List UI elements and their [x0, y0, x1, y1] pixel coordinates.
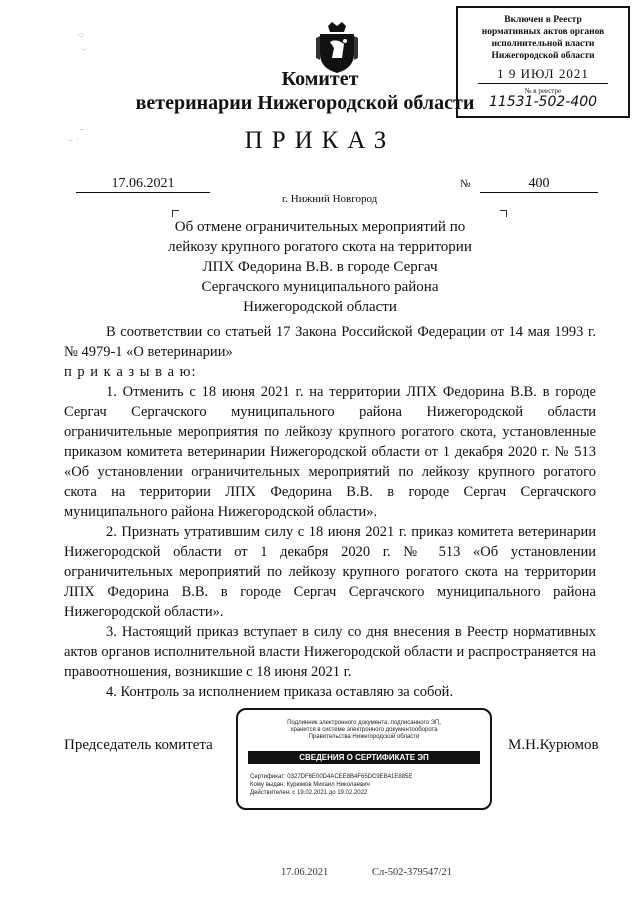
- coat-of-arms-emblem: [314, 20, 360, 74]
- ep-stamp-header: Правительства Нижегородской области: [308, 734, 420, 740]
- document-title: [150, 217, 490, 317]
- registry-stamp: [456, 6, 630, 118]
- registry-stamp-date: 1 9 ИЮЛ 2021: [497, 66, 589, 81]
- ep-stamp-header: Подлинник электронного документа, подписанного ЭП,: [287, 720, 441, 726]
- registry-stamp-line: исполнительной власти: [491, 39, 595, 49]
- order-number: 400: [480, 176, 598, 193]
- scan-speck: ·‥·: [80, 45, 90, 52]
- item-3: 3. Настоящий приказ вступает в силу со дня внесения в Реестр нормативных актов органов исполнительной власти Нижегородской области и распространяется на правоотношения, возникшие с 18 июня 2021 г.: [64, 624, 596, 680]
- org-name-line1: Комитет: [281, 68, 359, 90]
- document-body: [64, 322, 596, 702]
- title-corner-mark: [172, 210, 179, 217]
- registry-stamp-reg-label: № в реестре: [524, 87, 562, 95]
- item-1: 1. Отменить с 18 июня 2021 г. на территории ЛПХ Федорина В.В. в городе Сергач Сергачского муниципального района Нижегородской области ограничительные мероприятия по лейкозу крупного рогатого скота, установленные приказом комитета ветеринарии Нижегородской области от 1 декабря 2020 г. № 513 «Об установлении ограничительных мероприятий по лейкозу крупного рогатого скота на территории ЛПХ Федорина В.В. в городе Сергач Сергачского муниципального района Нижегородской области».: [64, 384, 596, 520]
- document-title-line: Об отмене ограничительных мероприятий по: [174, 219, 466, 235]
- document-title-line: ЛПХ Федорина В.В. в городе Сергач: [202, 259, 438, 275]
- document-title-line: Сергачского муниципального района: [201, 279, 439, 295]
- signatory-name: М.Н.Курюмов: [508, 737, 599, 753]
- ep-stamp-certificate: Сертификат: 0327DF6E00D4ACEE8B4F65DC9EB41E885E: [250, 774, 413, 780]
- registry-stamp-line: Включен в Реестр: [504, 15, 582, 25]
- document-title-line: лейкозу крупного рогатого скота на территории: [168, 239, 472, 255]
- item-2: 2. Признать утратившим силу с 18 июня 2021 г. приказ комитета ветеринарии Нижегородской области от 1 декабря 2020 г. № 513 «Об установлении ограничительных мероприятий по лейкозу крупного рогатого скота на территории ЛПХ Федорина В.В. в городе Сергач Сергачского муниципального района Нижегородской области».: [64, 524, 596, 620]
- electronic-signature-stamp: [236, 708, 492, 810]
- order-number-label: №: [460, 178, 471, 190]
- city: г. Нижний Новгород: [282, 193, 378, 205]
- title-corner-mark: [500, 210, 507, 217]
- org-name-line2: ветеринарии Нижегородской области: [135, 92, 475, 114]
- document-title-line: Нижегородской области: [243, 299, 397, 315]
- scan-speck: ‥ ·: [80, 125, 89, 132]
- registry-stamp-number: 11531-502-400: [488, 94, 598, 110]
- intro-paragraph: В соответствии со статьей 17 Закона Российской Федерации от 14 мая 1993 г. № 4979-1 «О ветеринарии»: [64, 324, 596, 360]
- footer-code: Сл-502-379547/21: [372, 867, 452, 878]
- document-type-heading: ПРИКАЗ: [244, 127, 396, 154]
- order-date: 17.06.2021: [76, 176, 210, 193]
- item-4: 4. Контроль за исполнением приказа оставляю за собой.: [106, 684, 454, 700]
- ep-stamp-header: хранится в системе электронного документооборота: [290, 727, 438, 733]
- signatory-position: Председатель комитета: [64, 737, 213, 753]
- scan-speck: ·‥ ··: [66, 136, 80, 143]
- scan-speck: ·:·: [78, 32, 85, 39]
- ep-stamp-owner: Кому выдан: Курюмов Михаил Николаевич: [250, 782, 370, 788]
- ep-stamp-validity: Действителен: с 19.02.2021 до 19.02.2022: [250, 790, 368, 796]
- footer-date: 17.06.2021: [281, 867, 329, 878]
- registry-stamp-line: нормативных актов органов: [481, 27, 605, 37]
- ep-stamp-banner: СВЕДЕНИЯ О СЕРТИФИКАТЕ ЭП: [248, 751, 480, 764]
- order-word: п р и к а з ы в а ю:: [64, 364, 197, 380]
- registry-stamp-line: Нижегородской области: [491, 51, 595, 61]
